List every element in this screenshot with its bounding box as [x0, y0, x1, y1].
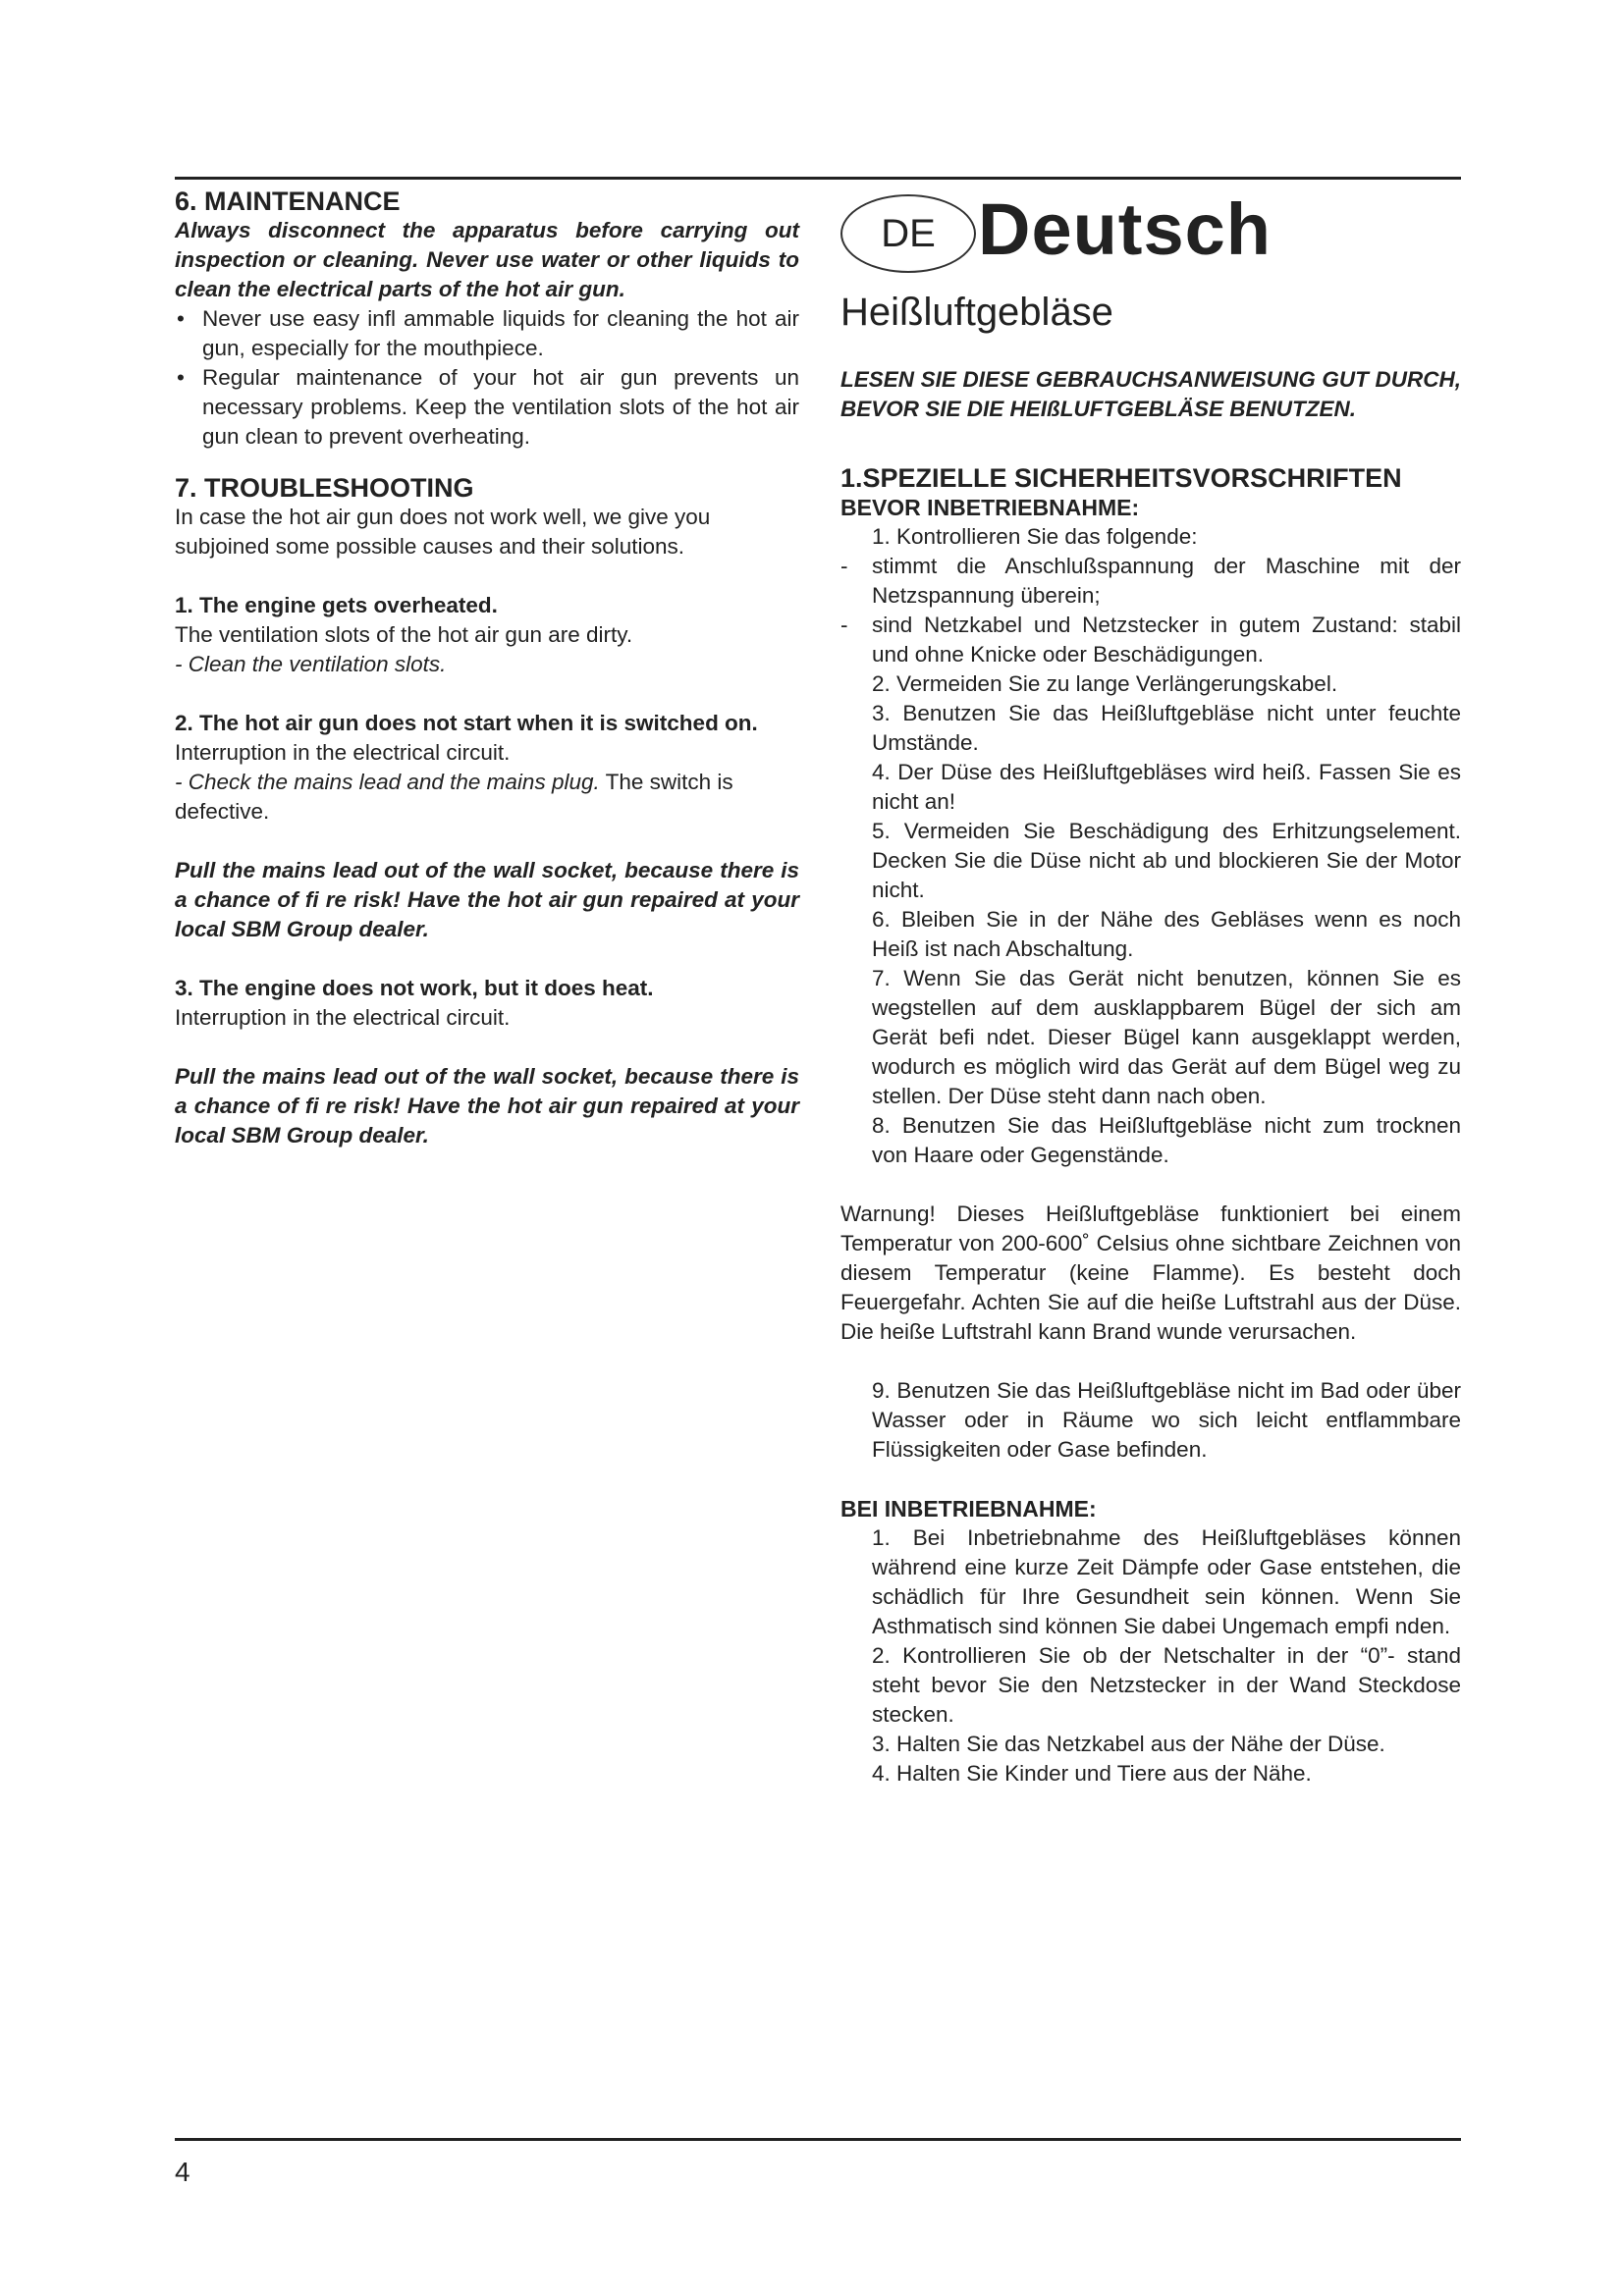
trouble-2-cause: Interruption in the electrical circuit. — [175, 740, 511, 765]
maintenance-heading: 6. MAINTENANCE — [175, 187, 401, 216]
during-heading: BEI INBETRIEBNAHME: — [840, 1496, 1097, 1522]
list-item: 9. Benutzen Sie das Heißluftgebläse nicht im Bad oder über Wasser oder in Räume wo sich leicht entflammbare Flüssigkeiten oder Gase befinden. — [872, 1378, 1461, 1462]
list-item: 3. Benutzen Sie das Heißluftgebläse nicht unter feuchte Umstände. — [872, 701, 1461, 755]
list-item: 8. Benutzen Sie das Heißluftgebläse nicht zum trocknen von Haare oder Gegenstände. — [872, 1113, 1461, 1167]
before-heading: BEVOR INBETRIEBNAHME: — [840, 495, 1140, 520]
language-name: Deutsch — [978, 188, 1272, 270]
list-item: 1. Kontrollieren Sie das folgende: — [872, 524, 1198, 549]
page-number: 4 — [175, 2157, 190, 2187]
read-notice: LESEN SIE DIESE GEBRAUCHSANWEISUNG GUT DURCH, BEVOR SIE DIE HEIßLUFTGEBLÄSE BENUTZEN. — [840, 367, 1461, 421]
top-rule — [175, 177, 1461, 180]
list-item: 6. Bleiben Sie in der Nähe des Gebläses wenn es noch Heiß ist nach Abschaltung. — [872, 907, 1461, 961]
trouble-2-title: 2. The hot air gun does not start when it is switched on. — [175, 711, 758, 735]
left-column — [175, 187, 799, 1150]
maintenance-bullet: • Regular maintenance of your hot air gun prevents un necessary problems. Keep the ventilation slots of the hot air gun clean to prevent overheating. — [177, 365, 799, 449]
list-item: 4. Halten Sie Kinder und Tiere aus der Nähe. — [872, 1761, 1312, 1786]
trouble-3-cause: Interruption in the electrical circuit. — [175, 1005, 511, 1030]
bottom-rule — [175, 2138, 1461, 2141]
list-item: - stimmt die Anschlußspannung der Maschine mit der Netzspannung überein; — [840, 554, 1461, 608]
right-column — [840, 187, 1461, 1789]
product-title: Heißluftgebläse — [840, 291, 1113, 334]
list-item: - sind Netzkabel und Netzstecker in gutem Zustand: stabil und ohne Knicke oder Beschädigungen. — [840, 613, 1461, 667]
language-header — [840, 187, 1461, 285]
trouble-1-solution: - Clean the ventilation slots. — [175, 652, 447, 676]
trouble-1-title: 1. The engine gets overheated. — [175, 593, 498, 617]
trouble-2-warning: Pull the mains lead out of the wall socket, because there is a chance of fi re risk! Have the hot air gun repaired at your local SBM Group dealer. — [175, 858, 799, 941]
trouble-3-title: 3. The engine does not work, but it does heat. — [175, 976, 654, 1000]
maintenance-warning: Always disconnect the apparatus before carrying out inspection or cleaning. Never use water or other liquids to clean the electrical parts of the hot air gun. — [175, 218, 799, 301]
language-code-badge: DE — [840, 194, 976, 273]
list-item: 2. Vermeiden Sie zu lange Verlängerungskabel. — [872, 671, 1338, 696]
troubleshooting-heading: 7. TROUBLESHOOTING — [175, 473, 474, 503]
trouble-2-solution: - Check the mains lead and the mains plug. The switch is defective. — [175, 770, 733, 824]
list-item: 7. Wenn Sie das Gerät nicht benutzen, können Sie es wegstellen auf dem ausklappbarem Bügel der sich am Gerät befi ndet. Dieser Bügel kann ausgeklappt werden, wodurch es möglich wird das Gerät auf dem Bügel weg zu stellen. Der Düse steht dann nach oben. — [872, 966, 1461, 1108]
list-item: 3. Halten Sie das Netzkabel aus der Nähe der Düse. — [872, 1732, 1385, 1756]
safety-heading: 1.SPEZIELLE SICHERHEITSVORSCHRIFTEN — [840, 463, 1402, 493]
maintenance-bullet: • Never use easy infl ammable liquids for cleaning the hot air gun, especially for the mouthpiece. — [177, 306, 799, 360]
troubleshooting-intro: In case the hot air gun does not work well, we give you subjoined some possible causes and their solutions. — [175, 505, 711, 559]
trouble-1-cause: The ventilation slots of the hot air gun are dirty. — [175, 622, 633, 647]
list-item: 4. Der Düse des Heißluftgebläses wird heiß. Fassen Sie es nicht an! — [872, 760, 1461, 814]
list-item: 5. Vermeiden Sie Beschädigung des Erhitzungselement. Decken Sie die Düse nicht ab und blockieren Sie der Motor nicht. — [872, 819, 1461, 902]
trouble-3-warning: Pull the mains lead out of the wall socket, because there is a chance of fi re risk! Have the hot air gun repaired at your local SBM Group dealer. — [175, 1064, 799, 1148]
list-item: 2. Kontrollieren Sie ob der Netschalter in der “0”- stand steht bevor Sie den Netzstecker in der Wand Steckdose stecken. — [872, 1643, 1461, 1727]
list-item: 1. Bei Inbetriebnahme des Heißluftgebläses können während eine kurze Zeit Dämpfe oder Gase entstehen, die schädlich für Ihre Gesundheit sein können. Wenn Sie Asthmatisch sind können Sie dabei Ungemach empfi nden. — [872, 1525, 1461, 1638]
temperature-warning: Warnung! Dieses Heißluftgebläse funktioniert bei einem Temperatur von 200-600˚ Celsius ohne sichtbare Zeichnen von diesem Temperatur (keine Flamme). Es besteht doch Feuergefahr. Achten Sie auf die heiße Luftstrahl aus der Düse. Die heiße Luftstrahl kann Brand wunde verursachen. — [840, 1201, 1461, 1344]
